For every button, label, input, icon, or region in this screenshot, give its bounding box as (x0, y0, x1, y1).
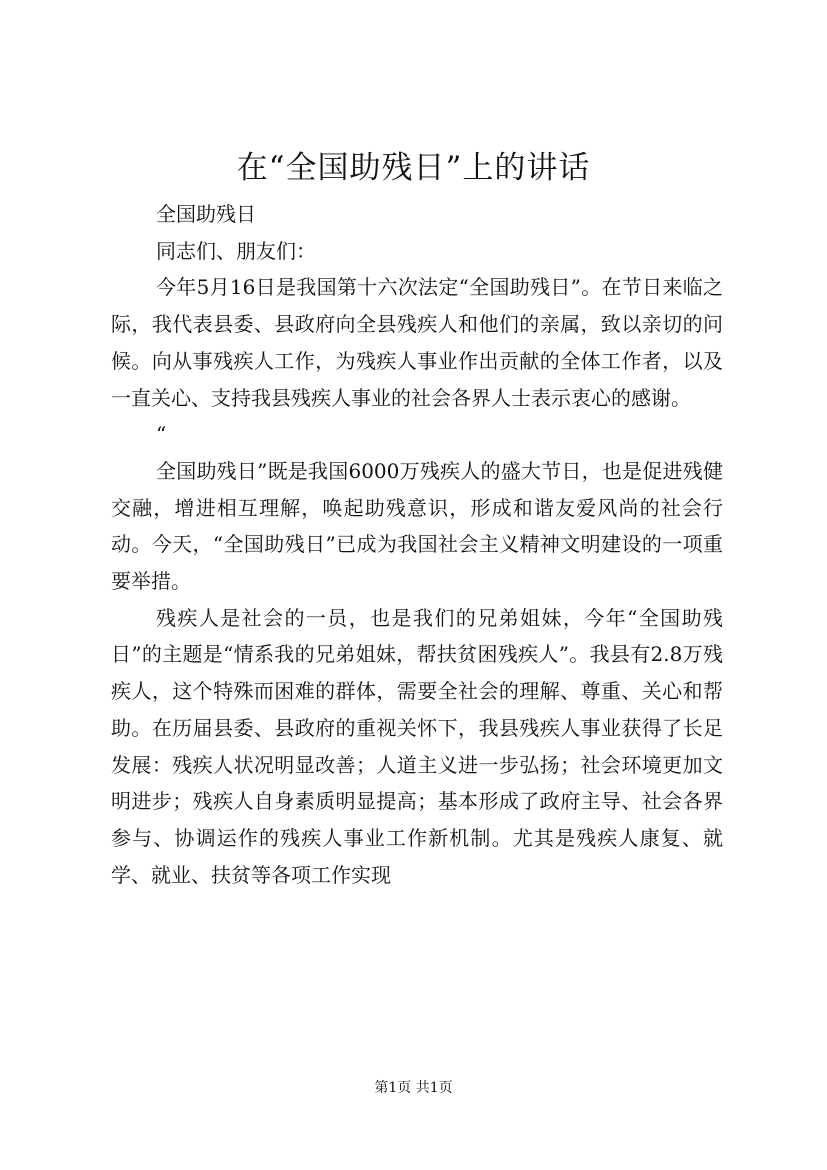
paragraph-subtitle: 全国助残日 (156, 202, 256, 226)
paragraph-quote-mark: “ (156, 422, 167, 447)
paragraph-salutation: 同志们、朋友们： (156, 238, 316, 263)
document-title: 在“全国助残日”上的讲话 (236, 150, 591, 186)
page-footer: 第1页 共1页 (374, 1080, 453, 1096)
paragraph-significance: 全国助残日”既是我国6000万残疾人的盛大节日，也是促进残健交融，增进相互理解，唤起助残意识，形成和谐友爱风尚的社会行动。今天，“全国助残日”已成为我国社会主义精神文明建设的一项重要举措。 (111, 458, 723, 594)
paragraph-greeting: 今年5月16日是我国第十六次法定“全国助残日”。在节日来临之际，我代表县委、县政府向全县残疾人和他们的亲属，致以亲切的问候。向从事残疾人工作，为残疾人事业作出贡献的全体工作者，以及一直关心、支持我县残疾人事业的社会各界人士表示衷心的感谢。 (111, 275, 723, 410)
paragraph-theme: 残疾人是社会的一员，也是我们的兄弟姐妹，今年“全国助残日”的主题是“情系我的兄弟姐妹，帮扶贫困残疾人”。我县有2.8万残疾人，这个特殊而困难的群体，需要全社会的理解、尊重、关心和帮助。在历届县委、县政府的重视关怀下，我县残疾人事业获得了长足发展：残疾人状况明显改善；人道主义进一步弘扬；社会环境更加文明进步；残疾人自身素质明显提高；基本形成了政府主导、社会各界参与、协调运作的残疾人事业工作新机制。尤其是残疾人康复、就学、就业、扶贫等各项工作实现 (111, 605, 723, 887)
document-body (111, 196, 723, 893)
